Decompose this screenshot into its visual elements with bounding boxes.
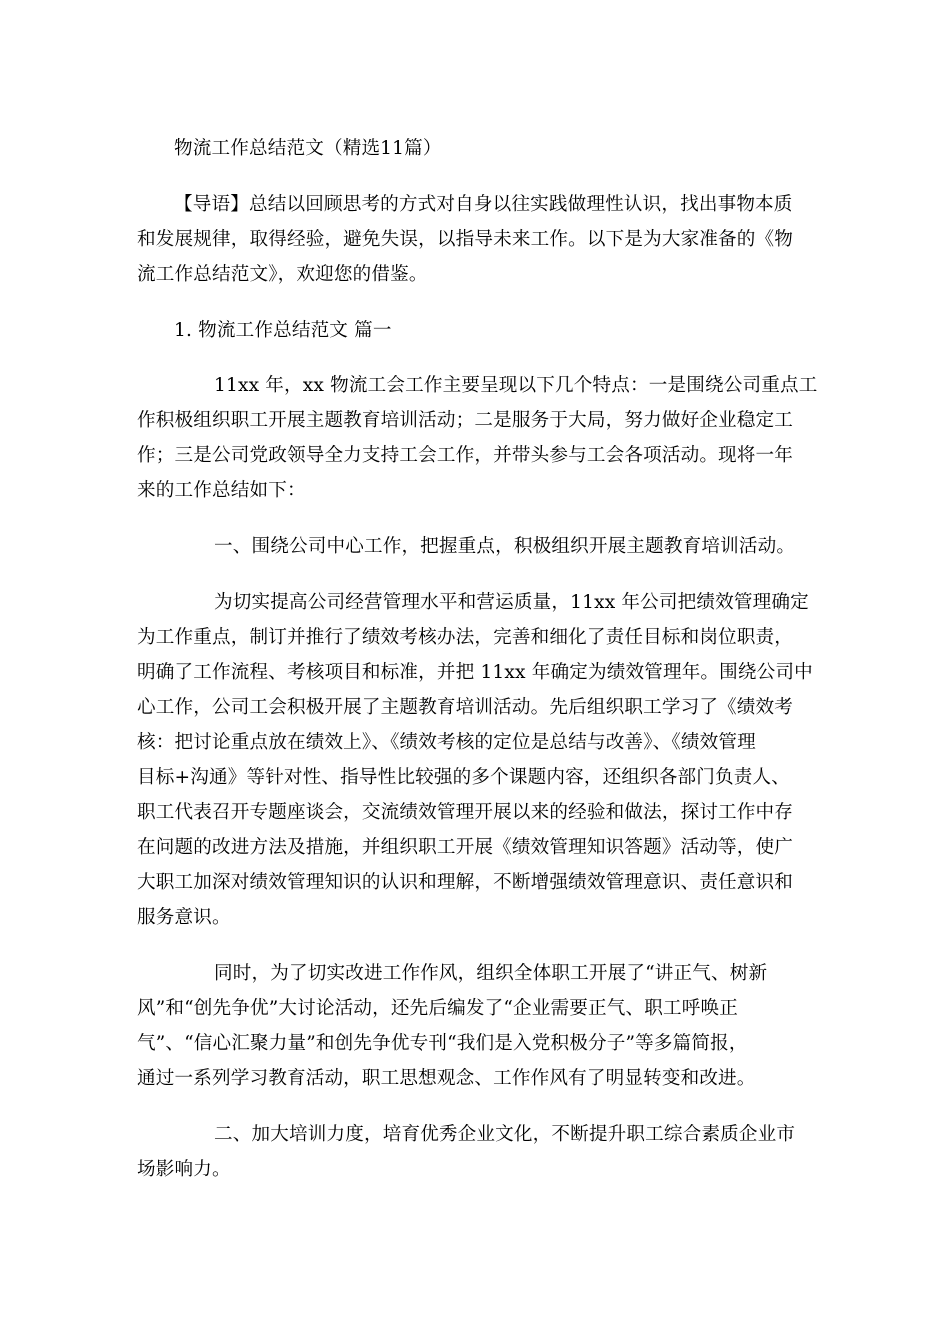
paragraph-line: 为工作重点，制订并推行了绩效考核办法，完善和细化了责任目标和岗位职责， [137,627,794,648]
paragraph-line: 来的工作总结如下： [137,480,306,501]
paragraph-line: 作积极组织职工开展主题教育培训活动；二是服务于大局，努力做好企业稳定工 [137,410,794,431]
paragraph-line: 服务意识。 [137,907,231,928]
paragraph-line: 作；三是公司党政领导全力支持工会工作，并带头参与工会各项活动。现将一年 [137,445,794,466]
paragraph-line: 气”、“信心汇聚力量”和创先争优专刊“我们是入党积极分子”等多篇简报， [137,1033,748,1054]
subheading-one: 一、围绕公司中心工作，把握重点，积极组织开展主题教育培训活动。 [214,536,796,557]
paragraph-line: 通过一系列学习教育活动，职工思想观念、工作作风有了明显转变和改进。 [137,1068,756,1089]
paragraph-line: 目标+沟通》等针对性、指导性比较强的多个课题内容，还组织各部门负责人、 [137,767,791,788]
paragraph-line: 11xx 年，xx 物流工会工作主要呈现以下几个特点：一是围绕公司重点工 [214,375,818,396]
subheading-two-cont: 场影响力。 [137,1159,231,1180]
paragraph-line: 大职工加深对绩效管理知识的认识和理解，不断增强绩效管理意识、责任意识和 [137,872,794,893]
section-heading: 1. 物流工作总结范文 篇一 [174,320,392,341]
paragraph-line: 风”和“创先争优”大讨论活动，还先后编发了“企业需要正气、职工呼唤正 [137,998,738,1019]
paragraph-line: 为切实提高公司经营管理水平和营运质量，11xx 年公司把绩效管理确定 [214,592,809,613]
intro-line: 和发展规律，取得经验，避免失误，以指导未来工作。以下是为大家准备的《物 [137,229,794,250]
paragraph-line: 职工代表召开专题座谈会，交流绩效管理开展以来的经验和做法，探讨工作中存 [137,802,794,823]
subheading-two: 二、加大培训力度，培育优秀企业文化，不断提升职工综合素质企业市 [214,1124,796,1145]
paragraph-line: 明确了工作流程、考核项目和标准，并把 11xx 年确定为绩效管理年。围绕公司中 [137,662,813,683]
paragraph-line: 在问题的改进方法及措施，并组织职工开展《绩效管理知识答题》活动等，使广 [137,837,794,858]
paragraph-line: 心工作，公司工会积极开展了主题教育培训活动。先后组织职工学习了《绩效考 [137,697,794,718]
paragraph-line: 同时，为了切实改进工作作风，组织全体职工开展了“讲正气、树新 [214,963,768,984]
intro-line: 流工作总结范文》，欢迎您的借鉴。 [137,264,428,285]
intro-line: 【导语】总结以回顾思考的方式对自身以往实践做理性认识，找出事物本质 [174,194,793,215]
document-title: 物流工作总结范文（精选11篇） [174,138,442,159]
paragraph-line: 核：把讨论重点放在绩效上》、《绩效考核的定位是总结与改善》、《绩效管理 [137,732,756,753]
